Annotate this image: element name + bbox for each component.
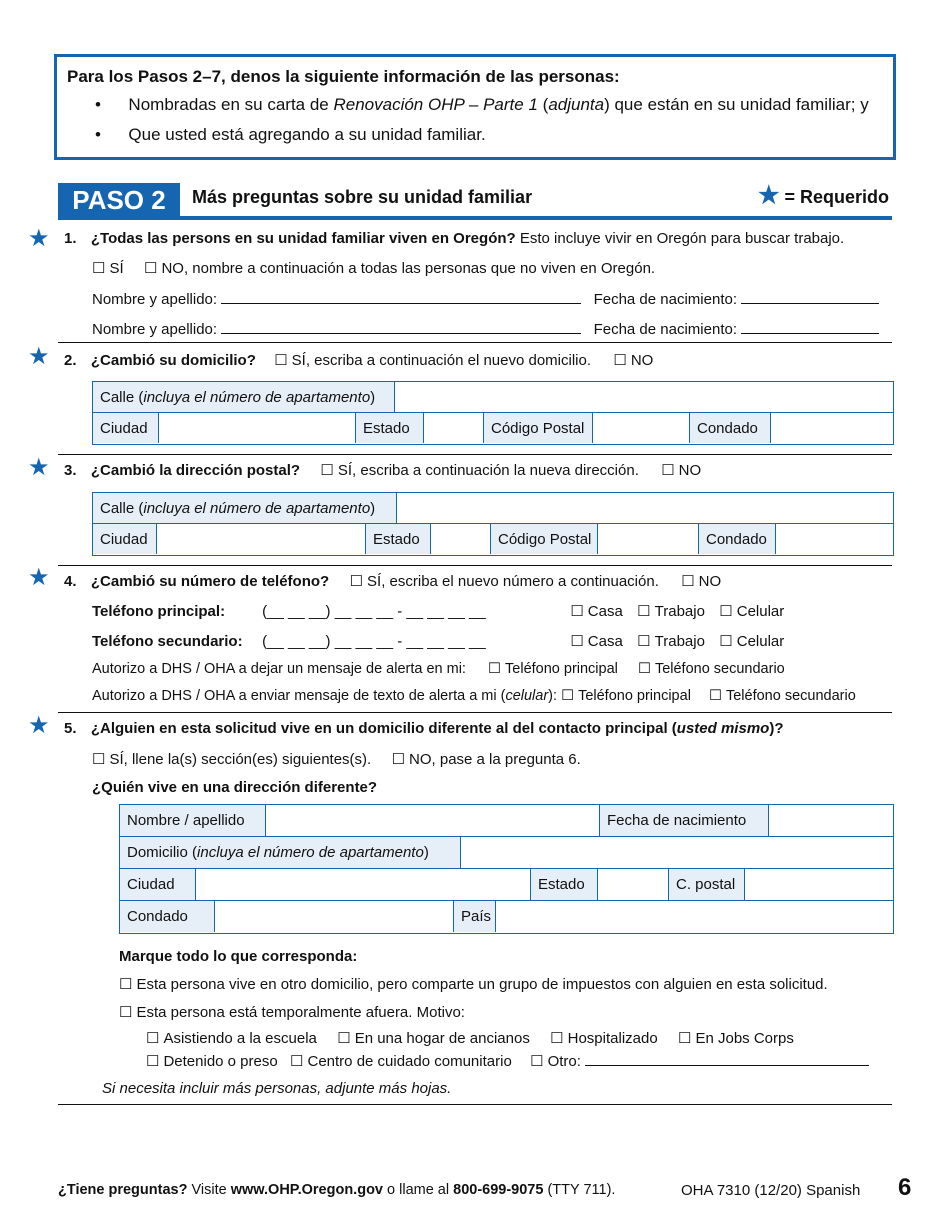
q5-options (92, 750, 581, 768)
opt-label: Celular (736, 633, 785, 650)
opt-label: NO, pase a la pregunta 6. (409, 751, 581, 768)
dob-label: Fecha de nacimiento: (593, 321, 737, 338)
city-input[interactable] (159, 413, 356, 443)
city-label: Ciudad (93, 413, 159, 443)
q2-question (64, 351, 653, 369)
footer-text: (TTY 711). (543, 1182, 616, 1198)
label-text: ) (423, 844, 429, 861)
opt-label: NO (630, 352, 654, 369)
q-number: 5. (64, 720, 77, 737)
q3-si-checkbox[interactable] (320, 462, 638, 479)
required-legend (758, 184, 889, 208)
casa-checkbox[interactable] (570, 603, 622, 620)
opt-label: SÍ (109, 260, 124, 277)
label-text: incluya el número de apartamento (197, 844, 424, 861)
q4-question (64, 572, 721, 590)
escuela-checkbox[interactable] (146, 1030, 317, 1047)
label-text: Calle ( (100, 388, 144, 406)
opt2-row (119, 1003, 471, 1021)
city-input[interactable] (157, 524, 366, 554)
zip-input[interactable] (598, 524, 699, 554)
star-icon: ★ (28, 225, 50, 252)
divider (58, 342, 892, 343)
section-title: Más preguntas sobre su unidad familiar (192, 187, 533, 207)
footer-text: o llame al (383, 1182, 454, 1198)
city-row (120, 869, 893, 901)
county-label: Condado (120, 901, 215, 932)
header-rule (58, 216, 892, 220)
state-input[interactable] (424, 413, 484, 443)
county-row (120, 901, 893, 932)
intro-text: Renovación OHP – Parte 1 (333, 95, 538, 114)
label-text: Domicilio ( (127, 844, 198, 861)
country-label: País (454, 901, 496, 932)
label-text: ) (370, 388, 376, 406)
auth2-principal-checkbox[interactable] (561, 688, 691, 704)
opt2-checkbox[interactable] (119, 1004, 465, 1021)
centro-checkbox[interactable] (290, 1053, 512, 1070)
q3-question (64, 461, 701, 479)
q-number: 2. (64, 352, 77, 369)
q-text: ¿Todas las persons en su unidad familiar viven en Oregón? (90, 230, 516, 247)
required-text: = Requerido (784, 187, 890, 207)
state-label: Estado (356, 413, 424, 443)
street-label (93, 493, 397, 523)
zip-label: Código Postal (491, 524, 598, 554)
website-link[interactable]: www.OHP.Oregon.gov (230, 1182, 383, 1198)
casa-checkbox[interactable] (570, 633, 622, 650)
q-text: ¿Cambió la dirección postal? (90, 462, 301, 479)
state-input[interactable] (598, 869, 669, 900)
opt-label: Trabajo (654, 603, 705, 620)
auth-text-row (92, 688, 856, 704)
intro-text: ) que están en su unidad familiar; y (604, 95, 869, 114)
auth-text: celular (505, 688, 549, 704)
opt-label: Casa (587, 603, 623, 620)
auth-text: Autorizo a DHS / OHA a dejar un mensaje de alerta en mi: (92, 661, 466, 677)
bullet: • (95, 95, 101, 114)
q1-person-row (92, 319, 879, 338)
cpostal-input[interactable] (745, 869, 893, 900)
opt1-row (119, 975, 834, 993)
footer-text: ¿Tiene preguntas? (58, 1182, 188, 1198)
more-people-note: Si necesita incluir más personas, adjunte más hojas. (102, 1080, 452, 1097)
star-icon: ★ (28, 343, 50, 370)
intro-box (54, 54, 896, 160)
q-number: 4. (64, 573, 77, 590)
q1-no-checkbox[interactable] (144, 260, 655, 277)
reasons-row-1 (146, 1029, 794, 1047)
footer-help (58, 1182, 615, 1198)
q2-no-checkbox[interactable] (613, 352, 653, 369)
q3-address-table (92, 492, 894, 556)
opt-label: Teléfono secundario (654, 661, 785, 677)
phone-link[interactable]: 800-699-9075 (453, 1182, 544, 1198)
city-input[interactable] (196, 869, 531, 900)
intro-text: ( (537, 95, 549, 114)
star-icon: ★ (28, 454, 50, 481)
opt-label: Teléfono principal (578, 688, 691, 704)
county-label: Condado (699, 524, 776, 554)
who-heading: ¿Quién vive en una dirección diferente? (92, 779, 378, 796)
label-text: incluya el número de apartamento (143, 499, 371, 517)
opt-label: NO (698, 573, 722, 590)
opt-label: Celular (736, 603, 785, 620)
opt-label: Hospitalizado (567, 1030, 658, 1047)
county-input[interactable] (776, 524, 893, 554)
marque-heading: Marque todo lo que corresponda: (119, 948, 358, 965)
dob-label: Fecha de nacimiento (600, 805, 769, 836)
zip-input[interactable] (593, 413, 690, 443)
trabajo-checkbox[interactable] (637, 633, 705, 650)
name-input[interactable] (266, 805, 600, 836)
label-text: incluya el número de apartamento (143, 388, 371, 406)
intro-text: adjunta (548, 95, 605, 114)
domicilio-label (120, 837, 461, 868)
intro-bullet-1 (95, 95, 869, 115)
opt-label: SÍ, llene la(s) sección(es) siguientes(s). (109, 751, 372, 768)
state-input[interactable] (431, 524, 491, 554)
secondary-phone-row (92, 632, 784, 650)
q1-question (64, 230, 844, 247)
phone-label: Teléfono secundario: (92, 633, 243, 650)
footer-text: Visite (187, 1182, 231, 1198)
star-icon: ★ (758, 182, 780, 209)
q-text: ¿Cambió su número de teléfono? (90, 573, 330, 590)
state-label: Estado (531, 869, 598, 900)
city-row (93, 413, 893, 443)
auth1-secundario-checkbox[interactable] (638, 661, 785, 677)
primary-phone-field[interactable]: (__ __ __) __ __ __ - __ __ __ __ (262, 603, 486, 620)
name-row (120, 805, 893, 837)
opt-label: Esta persona vive en otro domicilio, pero comparte un grupo de impuestos con alguien en esta solicitud. (136, 976, 828, 993)
opt-label: Otro: (547, 1053, 581, 1070)
paso-badge (58, 183, 180, 217)
name-field[interactable] (221, 289, 581, 304)
opt-label: Detenido o preso (163, 1053, 278, 1070)
street-row (93, 493, 893, 524)
q5-no-checkbox[interactable] (392, 751, 581, 768)
dob-field[interactable] (741, 289, 879, 304)
trabajo-checkbox[interactable] (637, 603, 705, 620)
city-label: Ciudad (93, 524, 157, 554)
county-label: Condado (690, 413, 771, 443)
otro-field[interactable] (585, 1051, 869, 1066)
q4-no-checkbox[interactable] (681, 573, 721, 590)
domicilio-input[interactable] (461, 837, 893, 868)
q3-no-checkbox[interactable] (661, 462, 701, 479)
secondary-phone-field[interactable]: (__ __ __) __ __ __ - __ __ __ __ (262, 633, 486, 650)
city-label: Ciudad (120, 869, 196, 900)
state-label: Estado (366, 524, 431, 554)
dob-field[interactable] (741, 319, 879, 334)
opt-label: Trabajo (654, 633, 705, 650)
auth-text: ): (548, 688, 558, 704)
jobs-corps-checkbox[interactable] (678, 1030, 794, 1047)
star-icon: ★ (28, 712, 50, 739)
intro-title: Para los Pasos 2–7, denos la siguiente información de las personas: (67, 67, 620, 86)
opt-label: Centro de cuidado comunitario (307, 1053, 512, 1070)
name-label: Nombre / apellido (120, 805, 266, 836)
opt-label: Casa (587, 633, 623, 650)
q4-si-checkbox[interactable] (350, 573, 659, 590)
county-input[interactable] (771, 413, 893, 443)
opt-label: SÍ, escriba a continuación la nueva dirección. (337, 462, 639, 479)
cpostal-label: C. postal (669, 869, 745, 900)
q-text: usted mismo (676, 720, 770, 737)
bullet: • (95, 125, 101, 144)
q5-si-checkbox[interactable] (92, 751, 371, 768)
intro-text: Que usted está agregando a su unidad familiar. (128, 125, 486, 144)
ancianos-checkbox[interactable] (337, 1030, 530, 1047)
q5-question (64, 720, 784, 737)
phone-label: Teléfono principal: (92, 603, 226, 620)
dob-input[interactable] (769, 805, 893, 836)
opt-label: Esta persona está temporalmente afuera. Motivo: (136, 1004, 465, 1021)
q-text: Esto incluye vivir en Oregón para buscar trabajo. (515, 230, 845, 247)
label-text: Calle ( (100, 499, 144, 517)
intro-bullet-2 (95, 125, 486, 145)
name-field[interactable] (221, 319, 581, 334)
reasons-row-2 (146, 1051, 869, 1070)
auth-text: Autorizo a DHS / OHA a enviar mensaje de texto de alerta a mi ( (92, 688, 506, 704)
opt-label: Teléfono principal (505, 661, 618, 677)
domicilio-row (120, 837, 893, 869)
zip-label: Código Postal (484, 413, 593, 443)
q-number: 3. (64, 462, 77, 479)
auth-message-row (92, 661, 785, 677)
name-label: Nombre y apellido: (92, 291, 218, 308)
q2-si-checkbox[interactable] (274, 352, 591, 369)
street-input[interactable] (395, 382, 893, 412)
star-icon: ★ (28, 564, 50, 591)
opt-label: NO (678, 462, 702, 479)
label-text: ) (370, 499, 376, 517)
dob-label: Fecha de nacimiento: (593, 291, 737, 308)
form-number: OHA 7310 (12/20) Spanish (681, 1182, 861, 1199)
otro-checkbox[interactable] (530, 1053, 581, 1070)
q-text: ¿Alguien en esta solicitud vive en un domicilio diferente al del contacto principal ( (90, 720, 677, 737)
q1-person-row (92, 289, 879, 308)
country-input[interactable] (496, 901, 893, 932)
opt-label: En una hogar de ancianos (354, 1030, 530, 1047)
q-text: ¿Cambió su domicilio? (90, 352, 256, 369)
hospitalizado-checkbox[interactable] (550, 1030, 658, 1047)
q1-options (92, 259, 655, 277)
intro-text: Nombradas en su carta de (128, 95, 334, 114)
opt-label: Asistiendo a la escuela (163, 1030, 317, 1047)
opt1-checkbox[interactable] (119, 976, 828, 993)
street-input[interactable] (397, 493, 893, 523)
opt-label: En Jobs Corps (695, 1030, 794, 1047)
divider (58, 1104, 892, 1105)
street-row (93, 382, 893, 413)
paso-label: PASO 2 (72, 184, 166, 215)
page-number: 6 (898, 1174, 912, 1201)
auth1-principal-checkbox[interactable] (488, 661, 618, 677)
divider (58, 565, 892, 566)
primary-phone-row (92, 602, 784, 620)
q5-person-table (119, 804, 894, 934)
auth2-secundario-checkbox[interactable] (709, 688, 856, 704)
city-row (93, 524, 893, 554)
q1-si-checkbox[interactable] (92, 260, 124, 277)
celular-checkbox[interactable] (719, 633, 784, 650)
divider (58, 454, 892, 455)
county-input[interactable] (215, 901, 454, 932)
detenido-checkbox[interactable] (146, 1053, 278, 1070)
street-label (93, 382, 395, 412)
celular-checkbox[interactable] (719, 603, 784, 620)
opt-label: SÍ, escriba el nuevo número a continuación. (367, 573, 659, 590)
opt-label: Teléfono secundario (725, 688, 856, 704)
opt-label: NO, nombre a continuación a todas las personas que no viven en Oregón. (161, 260, 656, 277)
q-text: )? (769, 720, 784, 737)
q-number: 1. (64, 230, 77, 247)
q2-address-table (92, 381, 894, 445)
name-label: Nombre y apellido: (92, 321, 218, 338)
opt-label: SÍ, escriba a continuación el nuevo domicilio. (291, 352, 592, 369)
divider (58, 712, 892, 713)
